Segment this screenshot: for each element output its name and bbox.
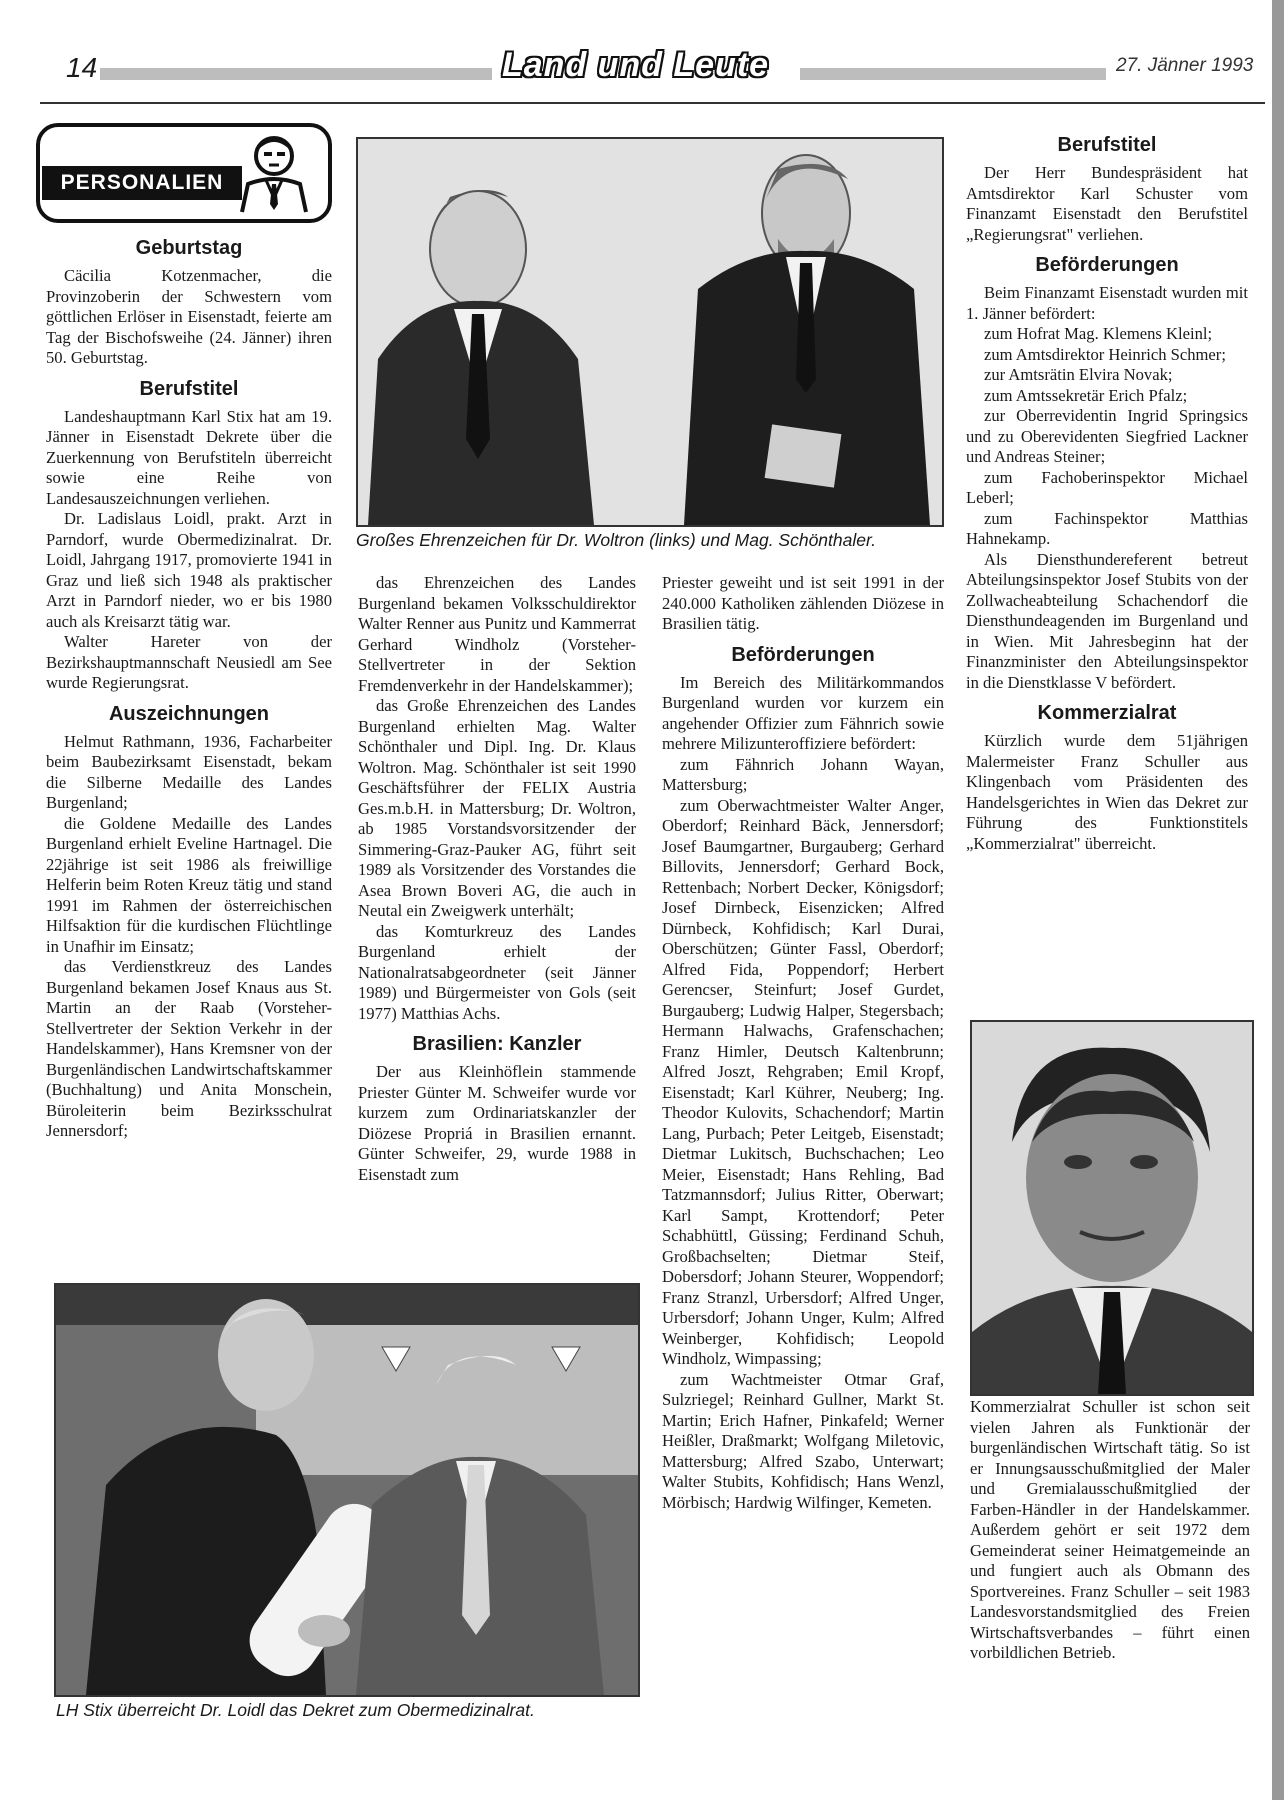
caption-bottom-photo: LH Stix überreicht Dr. Loidl das Dekret zum Obermedizinalrat. bbox=[56, 1700, 535, 1720]
text-schuster: Der Herr Bundespräsident hat Amtsdirektor Karl Schuster vom Finanzamt Eisenstadt den Berufstitel „Regierungsrat" verliehen. bbox=[966, 163, 1248, 244]
heading-berufstitel-2: Berufstitel bbox=[1057, 134, 1157, 156]
column-4 bbox=[966, 133, 1248, 854]
text-faehnrich: zum Fähnrich Johann Wayan, Mattersburg; bbox=[662, 754, 944, 794]
page-edge bbox=[1272, 0, 1284, 1800]
column-4-bottom bbox=[970, 1397, 1250, 1664]
text-schweifer: Der aus Kleinhöflein stammende Priester Günter M. Schweifer wurde vor kurzem zum Ordinariatskanzler der Diözese Propriá in Brasilien ernannt. Günter Schweifer, 29, wurde 1988 in Eisenstadt zum bbox=[358, 1062, 636, 1184]
text-hareter: Walter Hareter von der Bezirkshauptmannschaft Neusiedl am See wurde Regierungsrat. bbox=[46, 632, 332, 692]
photo-woltron-schoenthaler bbox=[356, 137, 944, 527]
person-icon bbox=[236, 128, 314, 214]
text-stubits: Als Diensthundereferent betreut Abteilungsinspektor Josef Stubits von der Zollwacheabteilung Schachendorf die Diensthundeagenden im Burgenland und in Wien. Mit Jahresbeginn hat der Finanzminister den Abteilungsinspektor in die Dienstklasse V befördert. bbox=[966, 549, 1248, 692]
masthead-title: Land und Leute bbox=[502, 46, 770, 84]
text-fachinspektor: zum Fachinspektor Matthias Hahnekamp. bbox=[966, 508, 1248, 548]
section-logo-label: PERSONALIEN bbox=[42, 166, 242, 200]
text-finanzamt: Beim Finanzamt Eisenstadt wurden mit 1. Jänner befördert: bbox=[966, 283, 1248, 323]
header-rule-left bbox=[100, 68, 492, 80]
text-schweifer-cont: Priester geweiht und ist seit 1991 in der 240.000 Katholiken zählenden Diözese in Brasilien tätig. bbox=[662, 573, 944, 633]
photo-woltron-schoenthaler-image bbox=[358, 139, 942, 525]
text-amtssekretaer: zum Amtssekretär Erich Pfalz; bbox=[984, 385, 1188, 405]
text-wachtmeister: zum Wachtmeister Otmar Graf, Sulzriegel; Reinhard Gullner, Markt St. Martin; Erich Hafner, Pinkafeld; Werner Heißler, Draßmarkt; Wolfgang Miletovic, Mattersburg; Alfred Szabo, Unterwart; Walter Stubits, Kohfidisch; Hans Wenzl, Mörbisch; Hardwig Wilfinger, Kemeten. bbox=[662, 1369, 944, 1512]
photo-schuller-image bbox=[972, 1022, 1252, 1394]
heading-kommerzialrat: Kommerzialrat bbox=[1037, 702, 1177, 724]
column-2 bbox=[358, 573, 636, 1185]
column-3 bbox=[662, 573, 944, 1513]
text-hartnagel: die Goldene Medaille des Landes Burgenland erhielt Eveline Hartnagel. Die 22jährige ist seit 1986 als freiwillige Helferin beim Roten Kreuz tätig und stand 1991 im Rahmen der österreichischen Hilfsaktion für die kurdischen Flüchtlinge in Unafhir im Einsatz; bbox=[46, 813, 332, 956]
text-oberwachtmeister: zum Oberwachtmeister Walter Anger, Oberdorf; Reinhard Bäck, Jennersdorf; Josef Baumgartner, Burgauberg; Gerhard Billovits, Jennersdorf; Gerhard Bock, Rettenbach; Norbert Decker, Königsdorf; Josef Dirnbeck, Eisenzicken; Alfred Dürnbeck, Kohfidisch; Karl Durai, Oberschützen; Günter Fassl, Oberdorf; Alfred Fida, Poppendorf; Herbert Gerencser, Steinfurt; Josef Gurdet, Burgauberg; Ludwig Halper, Stegersbach; Hermann Halwachs, Grafenschachen; Franz Himler, Deutsch Kaltenbrunn; Alfred Joszt, Rehgraben; Emil Kropf, Eisenstadt; Karl Kührer, Neuberg; Ing. Theodor Kulovits, Schachendorf; Martin Lang, Purbach; Peter Leitgeb, Eisenstadt; Dietmar Lukitsch, Buchschachen; Leo Meier, Eisenstadt; Hans Rehling, Bad Tatzmannsdorf; Julius Ritter, Oberwart; Karl Sampt, Krottendorf; Peter Schabhüttl, Güssing; Ferdinand Schuh, Großbachselten; Dietmar Steif, Dobersdorf; Johann Steurer, Woppendorf; Franz Stranzl, Urbersdorf; Alfred Unger, Urbersdorf; Johann Unger, Kulm; Alfred Weinberger, Kohfidisch; Leopold Windholz, Wimpassing; bbox=[662, 795, 944, 1368]
photo-schuller bbox=[970, 1020, 1254, 1396]
text-oberrevidentin: zur Oberrevidentin Ingrid Springsics und zu Oberevidenten Siegfried Lackner und Andreas Steiner; bbox=[966, 406, 1248, 466]
text-achs: das Komturkreuz des Landes Burgenland erhielt der Nationalratsabgeordneter (seit Jänner 1989) und Bürgermeister von Gols (seit 1977) Matthias Achs. bbox=[358, 921, 636, 1023]
heading-befoerderungen-finanzamt: Beförderungen bbox=[1035, 254, 1179, 276]
text-militaer: Im Bereich des Militärkommandos Burgenland wurden vor kurzem ein angehender Offizier zum Fähnrich sowie mehrere Milizunteroffiziere befördert: bbox=[662, 672, 944, 753]
text-schuller: Kürzlich wurde dem 51jährigen Malermeister Franz Schuller aus Klingenbach vom Präsidenten des Handelsgerichtes in Wien das Dekret zur Führung des Funktionstitels „Kommerzialrat" überreicht. bbox=[966, 731, 1248, 853]
heading-auszeichnungen: Auszeichnungen bbox=[108, 702, 269, 725]
issue-date: 27. Jänner 1993 bbox=[1116, 55, 1254, 76]
text-grosse-ehrenzeichen: das Große Ehrenzeichen des Landes Burgenland erhielten Mag. Walter Schönthaler und Dipl. Ing. Dr. Klaus Woltron. Mag. Schönthaler ist seit 1990 Geschäftsführer der FELIX Austria Ges.m.b.H. in Mattersburg; Dr. Woltron, ab 1985 Vorstandsvorsitzender der Simmering-Graz-Pauker AG, führt seit 1989 als Vorsitzender des Vorstandes die Asea Brown Boveri AG, die auch in Neutal ein Zweigwerk unterhält; bbox=[358, 696, 636, 920]
text-schuller-2: Kommerzialrat Schuller ist schon seit vielen Jahren als Funktionär der burgenländischen Wirtschaft tätig. So ist er Innungsausschußmitglied der Maler und Gremialausschußmitglied der Farben-Händler in der Handelskammer. Außerdem gehört er seit 1972 dem Gemeinderat seiner Heimatgemeinde an und fungiert auch als Obmann des Sportvereines. Franz Schuller – seit 1983 Landesvorstandsmitglied des Freien Wirtschaftsverbandes – führt einen vorbildlichen Betrieb. bbox=[970, 1397, 1250, 1662]
column-1 bbox=[46, 228, 332, 1142]
text-hofrat: zum Hofrat Mag. Klemens Kleinl; bbox=[984, 324, 1213, 343]
heading-brasilien: Brasilien: Kanzler bbox=[412, 1033, 582, 1055]
photo-stix-loidl bbox=[54, 1283, 640, 1697]
text-fachoberinspektor: zum Fachoberinspektor Michael Leberl; bbox=[966, 467, 1248, 507]
caption-top-photo: Großes Ehrenzeichen für Dr. Woltron (links) und Mag. Schönthaler. bbox=[356, 530, 877, 550]
text-stix: Landeshauptmann Karl Stix hat am 19. Jänner in Eisenstadt Dekrete über die Zuerkennung von Berufstiteln überreicht sowie eine Reihe von Landesauszeichnungen verliehen. bbox=[46, 406, 332, 508]
heading-geburtstag: Geburtstag bbox=[135, 237, 243, 259]
text-amtsdirektor: zum Amtsdirektor Heinrich Schmer; bbox=[984, 344, 1226, 364]
heading-berufstitel: Berufstitel bbox=[139, 377, 239, 400]
text-rathmann: Helmut Rathmann, 1936, Facharbeiter beim Baubezirksamt Eisenstadt, bekam die Silberne Medaille des Landes Burgenland; bbox=[46, 731, 332, 812]
page-number: 14 bbox=[66, 52, 98, 83]
heading-befoerderungen-militaer: Beförderungen bbox=[731, 643, 875, 666]
text-geburtstag: Cäcilia Kotzenmacher, die Provinzoberin der Schwestern vom göttlichen Erlöser in Eisenstadt, feierte am Tag der Bischofsweihe (24. Jänner) ihren 50. Geburtstag. bbox=[46, 266, 332, 367]
text-amtsraetin: zur Amtsrätin Elvira Novak; bbox=[984, 365, 1173, 384]
text-renner: das Ehrenzeichen des Landes Burgenland bekamen Volksschuldirektor Walter Renner aus Punitz und Kammerrat Gerhard Windholz (Vorsteher-Stellvertreter in der Sektion Fremdenverkehr in der Handelskammer); bbox=[358, 573, 636, 695]
header-rule-right bbox=[800, 68, 1106, 80]
header-divider bbox=[40, 102, 1265, 104]
text-loidl: Dr. Ladislaus Loidl, prakt. Arzt in Parndorf, wurde Obermedizinalrat. Dr. Loidl, Jahrgang 1917, promovierte 1941 in Graz und ließ sich 1948 als praktischer Arzt in Parndorf nieder, wo er bis 1980 auch als Kreisarzt tätig war. bbox=[46, 509, 332, 631]
text-knaus: das Verdienstkreuz des Landes Burgenland bekamen Josef Knaus aus St. Martin an der Raab (Vorsteher-Stellvertreter der Sektion Verkehr in der Handelskammer), Hans Kremsner von der Burgenländischen Landwirtschaftskammer (Buchhaltung) und Anita Monschein, Büroleiterin beim Bezirksschulrat Jennersdorf; bbox=[46, 957, 332, 1140]
photo-stix-loidl-image bbox=[56, 1285, 638, 1695]
